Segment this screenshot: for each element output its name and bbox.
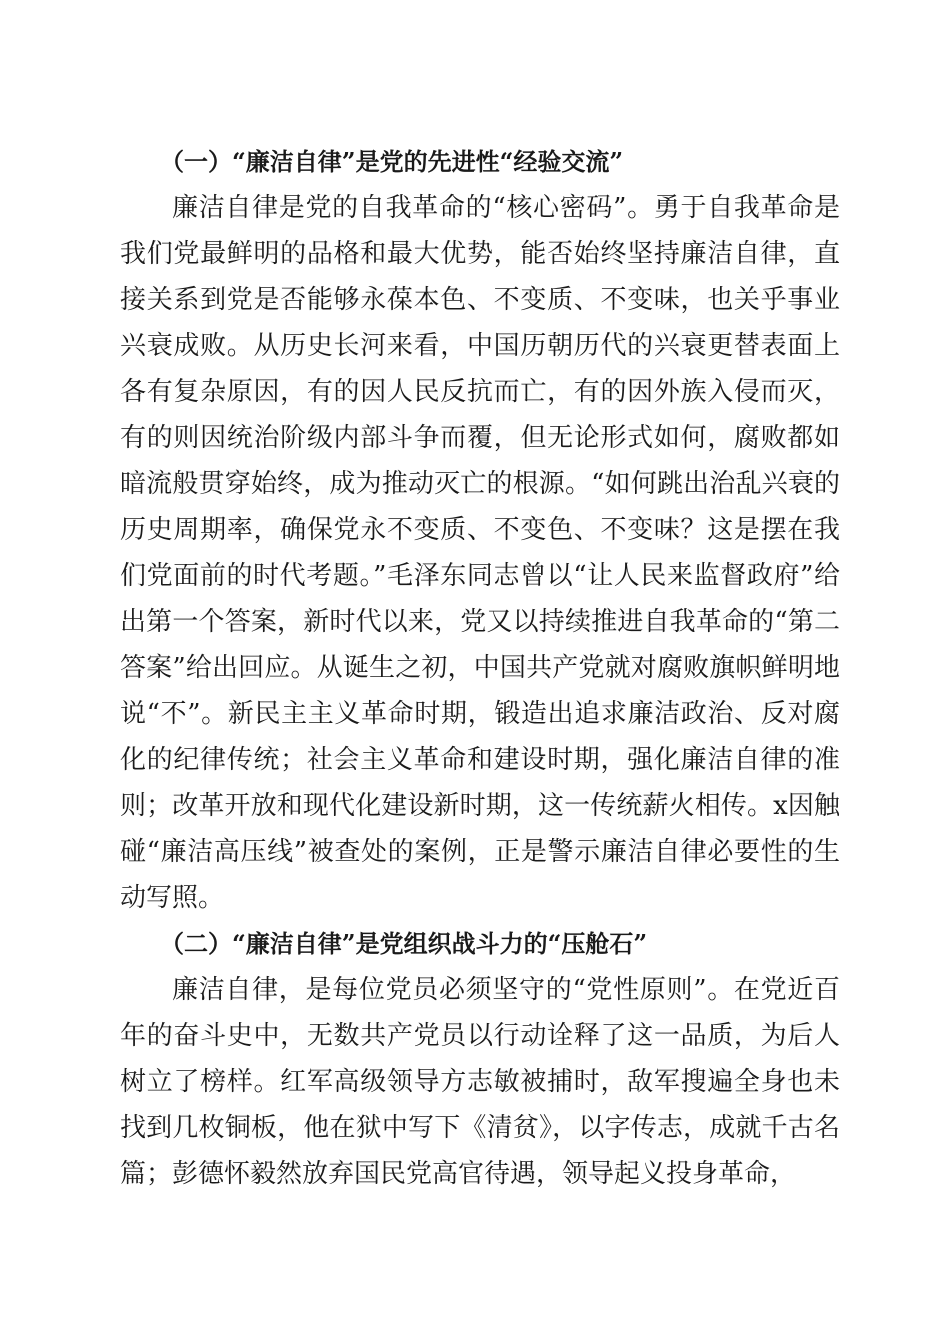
section-paragraph-2: 廉洁自律，是每位党员必须坚守的“党性原则”。在党近百年的奋斗史中，无数共产党员以行动诠释了这一品质，为后人树立了榜样。红军高级领导方志敏被捕时，敌军搜遍全身也未找到几枚铜板，他在狱中写下《清贫》，以字传志，成就千古名篇；彭德怀毅然放弃国民党高官待遇，领导起义投身革命，: [120, 975, 840, 1189]
section-heading-1: （一）“廉洁自律”是党的先进性“经验交流”: [160, 147, 624, 176]
section-heading-2: （二）“廉洁自律”是党组织战斗力的“压舱石”: [160, 929, 648, 958]
section-paragraph-1: 廉洁自律是党的自我革命的“核心密码”。勇于自我革命是我们党最鲜明的品格和最大优势，能否始终坚持廉洁自律，直接关系到党是否能够永葆本色、不变质、不变味，也关乎事业兴衰成败。从历史长河来看，中国历朝历代的兴衰更替表面上各有复杂原因，有的因人民反抗而亡，有的因外族入侵而灭，有的则因统治阶级内部斗争而覆，但无论形式如何，腐败都如暗流般贯穿始终，成为推动灭亡的根源。“如何跳出治乱兴衰的历史周期率，确保党永不变质、不变色、不变味？这是摆在我们党面前的时代考题。”毛泽东同志曾以“让人民来监督政府”给出第一个答案，新时代以来，党又以持续推进自我革命的“第二答案”给出回应。从诞生之初，中国共产党就对腐败旗帜鲜明地说“不”。新民主主义革命时期，锻造出追求廉洁政治、反对腐化的纪律传统；社会主义革命和建设时期，强化廉洁自律的准则；改革开放和现代化建设新时期，这一传统薪火相传。x因触碰“廉洁高压线”被查处的案例，正是警示廉洁自律必要性的生动写照。: [120, 193, 840, 913]
document-body: [120, 139, 840, 1197]
